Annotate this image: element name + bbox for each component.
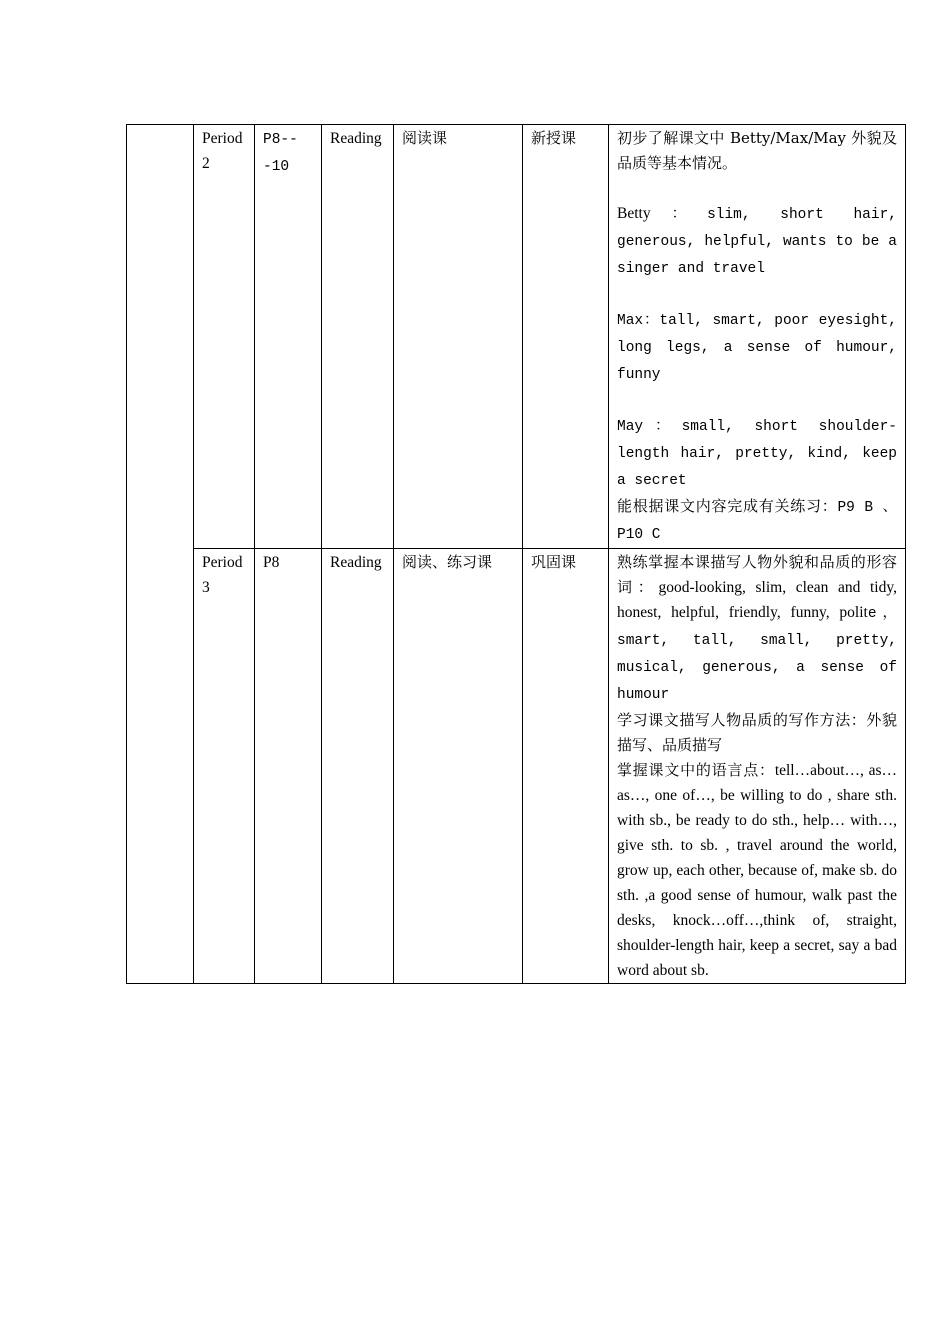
language-points-heading: 掌握课文中的语言点：	[617, 761, 775, 779]
content-cell	[609, 549, 906, 984]
character-name: Max	[617, 313, 644, 329]
activity-cell: 阅读、练习课	[394, 549, 523, 984]
adjectives-list: good-looking, slim, clean and tidy, honest, helpful, friendly, funny, polit	[617, 579, 897, 621]
unit-cell	[127, 125, 194, 984]
character-traits: ：small, short shoulder-length hair, pretty, kind, keep a secret	[617, 419, 897, 489]
content-cell	[609, 125, 906, 549]
intro-text: 初步了解课文中 Betty/Max/May 外貌及品质等基本情况。	[617, 129, 897, 172]
type-cell: Reading	[322, 125, 394, 549]
character-traits: ：slim, short hair, generous, helpful, wants to be a singer and travel	[617, 207, 897, 277]
character-traits: ：tall, smart, poor eyesight, long legs, a sense of humour, funny	[617, 313, 897, 383]
adjectives-list-continued: e，smart, tall, small, pretty, musical, generous, a sense of humour	[617, 606, 898, 703]
exercise-text: 能根据课文内容完成有关练习：	[617, 497, 838, 515]
lesson-type-cell: 新授课	[523, 125, 609, 549]
period-cell: Period 2	[194, 125, 255, 549]
character-name: May	[617, 419, 644, 435]
writing-method-text: 学习课文描写人物品质的写作方法：外貌描写、品质描写	[617, 711, 897, 754]
pages-cell: P8	[255, 549, 322, 984]
language-points-list: tell…about…, as…as…, one of…, be willing to do , share sth. with sb., be ready to do sth., help… with…, give sth. to sb. , travel around the world, grow up, each other, because of, make sb. do sth. ,a good sense of humour, walk past the desks, knock…off…,think of, straight, shoulder-length hair, keep a secret, say a bad word about sb.	[617, 762, 897, 979]
table-row	[127, 549, 906, 984]
type-cell: Reading	[322, 549, 394, 984]
table-row	[127, 125, 906, 549]
period-cell: Period 3	[194, 549, 255, 984]
lesson-type-cell: 巩固课	[523, 549, 609, 984]
adjectives-heading: 熟练掌握本课描写人物外貌和品质的形容词：	[617, 553, 897, 596]
exercise-pages: P9 B 、P10 C	[617, 500, 897, 543]
pages-cell: P8---10	[255, 125, 322, 549]
activity-cell: 阅读课	[394, 125, 523, 549]
lesson-plan-table	[126, 124, 906, 984]
character-name: Betty	[617, 205, 651, 222]
